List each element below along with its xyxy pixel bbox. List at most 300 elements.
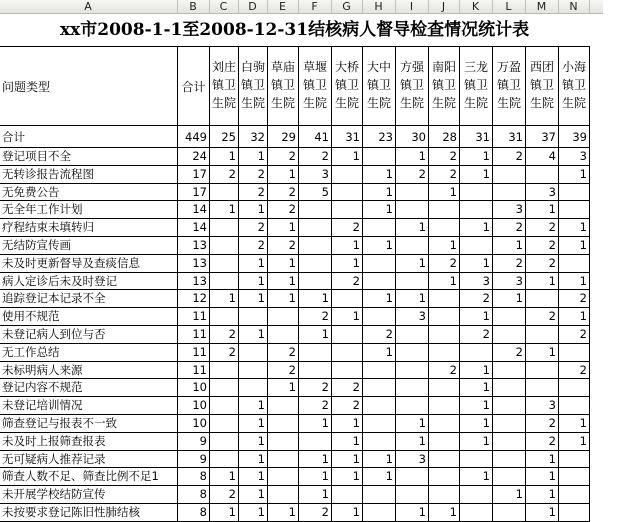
table-row-cell[interactable]: 1 [239,148,268,166]
total-row-cell[interactable]: 32 [239,126,268,148]
table-row-cell[interactable] [299,201,332,219]
table-row-cell[interactable]: 1 [239,486,268,504]
table-row-cell[interactable]: 1 [239,504,268,522]
table-row-cell[interactable]: 2 [526,237,559,255]
table-row-cell[interactable]: 1 [363,237,396,255]
table-row-cell[interactable] [429,201,460,219]
header-center-3[interactable]: 草庙镇卫生院 [268,46,299,126]
table-row-cell[interactable]: 2 [526,415,559,433]
table-row-cell[interactable]: 1 [299,451,332,469]
table-row-cell[interactable]: 1 [332,237,363,255]
table-row-cell[interactable]: 1 [363,166,396,184]
header-center-4[interactable]: 草堰镇卫生院 [299,46,332,126]
table-row-cell[interactable] [210,362,239,380]
table-row-total[interactable]: 9 [178,451,210,469]
table-row-cell[interactable] [268,451,299,469]
table-row-cell[interactable]: 1 [299,326,332,344]
table-row-cell[interactable] [363,433,396,451]
column-letter-k[interactable]: K [460,0,493,13]
table-row-cell[interactable] [210,184,239,202]
table-row-cell[interactable] [526,290,559,308]
column-letter-f[interactable]: F [299,0,332,13]
table-row-cell[interactable]: 2 [239,237,268,255]
table-row-cell[interactable]: 3 [493,273,526,291]
table-row-total[interactable]: 8 [178,504,210,522]
table-row-cell[interactable] [559,344,590,362]
table-row-cell[interactable]: 1 [559,273,590,291]
table-row-cell[interactable]: 1 [363,290,396,308]
table-row-cell[interactable] [526,326,559,344]
table-row-cell[interactable]: 1 [493,237,526,255]
table-row-cell[interactable] [429,486,460,504]
table-row-cell[interactable] [429,379,460,397]
table-row-cell[interactable] [299,219,332,237]
table-row-cell[interactable] [299,362,332,380]
table-row-cell[interactable]: 1 [210,201,239,219]
table-row-label[interactable]: 疗程结束未填转归 [0,219,178,237]
table-row-cell[interactable] [363,273,396,291]
table-row-cell[interactable]: 1 [239,415,268,433]
table-row-cell[interactable] [526,379,559,397]
table-row-label[interactable]: 无免费公告 [0,184,178,202]
table-row-cell[interactable]: 1 [396,504,429,522]
column-letter-i[interactable]: I [396,0,429,13]
table-row-total[interactable]: 13 [178,255,210,273]
table-row-cell[interactable]: 2 [559,326,590,344]
table-row-cell[interactable]: 1 [268,219,299,237]
column-letter-d[interactable]: D [239,0,268,13]
table-row-cell[interactable] [460,451,493,469]
table-row-cell[interactable]: 1 [363,201,396,219]
table-row-total[interactable]: 14 [178,219,210,237]
table-row-cell[interactable] [396,379,429,397]
table-row-total[interactable]: 9 [178,433,210,451]
table-row-cell[interactable]: 1 [460,219,493,237]
table-row-cell[interactable] [493,397,526,415]
table-row-cell[interactable]: 2 [299,308,332,326]
table-row-cell[interactable]: 1 [268,255,299,273]
table-row-cell[interactable] [493,166,526,184]
column-letter-j[interactable]: J [429,0,460,13]
table-row-cell[interactable] [299,255,332,273]
table-row-cell[interactable] [363,415,396,433]
column-letter-g[interactable]: G [332,0,363,13]
table-row-cell[interactable] [559,184,590,202]
table-row-cell[interactable] [493,415,526,433]
table-row-cell[interactable] [493,468,526,486]
column-letter-a[interactable]: A [0,0,178,13]
table-row-cell[interactable] [332,362,363,380]
table-row-cell[interactable]: 2 [429,166,460,184]
table-row-cell[interactable] [210,379,239,397]
table-row-cell[interactable]: 1 [210,468,239,486]
table-row-cell[interactable] [559,486,590,504]
table-row-cell[interactable]: 1 [460,468,493,486]
table-row-cell[interactable]: 2 [429,362,460,380]
table-row-cell[interactable]: 2 [268,362,299,380]
table-row-total[interactable]: 17 [178,184,210,202]
header-center-7[interactable]: 方强镇卫生院 [396,46,429,126]
table-row-cell[interactable]: 1 [429,273,460,291]
table-row-cell[interactable]: 1 [239,451,268,469]
table-row-cell[interactable]: 1 [332,433,363,451]
table-row-total[interactable]: 8 [178,468,210,486]
table-row-cell[interactable] [239,362,268,380]
table-row-cell[interactable] [210,308,239,326]
table-row-cell[interactable]: 2 [363,326,396,344]
table-row-label[interactable]: 筛查登记与报表不一致 [0,415,178,433]
table-row-cell[interactable] [332,344,363,362]
table-row-cell[interactable] [363,148,396,166]
table-row-cell[interactable]: 5 [299,184,332,202]
table-row-cell[interactable] [396,237,429,255]
total-row-cell[interactable]: 31 [332,126,363,148]
table-row-cell[interactable]: 1 [559,219,590,237]
table-row-cell[interactable]: 1 [396,290,429,308]
header-center-9[interactable]: 三龙镇卫生院 [460,46,493,126]
table-row-label[interactable]: 未登记病人到位与否 [0,326,178,344]
table-row-cell[interactable] [559,255,590,273]
table-row-cell[interactable]: 2 [268,237,299,255]
table-row-total[interactable]: 10 [178,415,210,433]
table-row-cell[interactable] [332,201,363,219]
table-row-cell[interactable] [332,184,363,202]
table-row-cell[interactable] [429,397,460,415]
total-row-cell[interactable]: 30 [396,126,429,148]
table-row-cell[interactable]: 1 [332,415,363,433]
table-row-cell[interactable]: 1 [299,415,332,433]
table-row-cell[interactable]: 1 [299,468,332,486]
table-row-cell[interactable] [268,433,299,451]
table-row-label[interactable]: 无结防宣传画 [0,237,178,255]
table-row-cell[interactable] [268,486,299,504]
table-row-cell[interactable] [460,504,493,522]
table-row-cell[interactable] [429,433,460,451]
table-row-cell[interactable]: 1 [526,344,559,362]
table-row-cell[interactable]: 3 [396,451,429,469]
table-row-cell[interactable]: 1 [460,362,493,380]
table-row-cell[interactable]: 1 [559,308,590,326]
table-row-cell[interactable] [363,308,396,326]
table-row-cell[interactable]: 2 [559,362,590,380]
header-center-6[interactable]: 大中镇卫生院 [363,46,396,126]
table-row-cell[interactable]: 4 [526,148,559,166]
table-row-cell[interactable] [429,308,460,326]
table-row-cell[interactable] [299,433,332,451]
table-row-cell[interactable] [332,326,363,344]
table-row-cell[interactable]: 1 [396,219,429,237]
header-center-11[interactable]: 西团镇卫生院 [526,46,559,126]
table-row-cell[interactable]: 1 [493,290,526,308]
table-row-cell[interactable] [363,362,396,380]
table-row-cell[interactable] [493,451,526,469]
table-row-cell[interactable] [396,362,429,380]
table-row-cell[interactable] [332,166,363,184]
table-row-cell[interactable] [559,451,590,469]
table-row-cell[interactable] [460,486,493,504]
table-row-cell[interactable] [363,255,396,273]
table-row-cell[interactable]: 1 [332,308,363,326]
table-row-cell[interactable]: 1 [239,290,268,308]
table-row-cell[interactable] [493,326,526,344]
table-row-cell[interactable] [239,344,268,362]
table-row-total[interactable]: 24 [178,148,210,166]
total-row-label[interactable]: 合计 [0,126,178,148]
table-row-label[interactable]: 无可疑病人推荐记录 [0,451,178,469]
table-row-cell[interactable]: 2 [332,273,363,291]
table-row-cell[interactable] [429,290,460,308]
table-row-cell[interactable]: 2 [460,326,493,344]
table-row-cell[interactable] [239,308,268,326]
table-row-cell[interactable]: 2 [526,308,559,326]
table-row-cell[interactable]: 1 [526,468,559,486]
table-row-cell[interactable] [429,219,460,237]
table-row-cell[interactable]: 1 [460,397,493,415]
table-row-cell[interactable]: 1 [559,415,590,433]
total-row-total[interactable]: 449 [178,126,210,148]
total-row-cell[interactable]: 25 [210,126,239,148]
table-row-cell[interactable]: 1 [332,148,363,166]
table-row-cell[interactable]: 2 [526,255,559,273]
table-row-cell[interactable]: 1 [268,166,299,184]
table-row-cell[interactable]: 1 [268,504,299,522]
table-row-total[interactable]: 12 [178,290,210,308]
table-row-cell[interactable] [396,326,429,344]
table-row-cell[interactable] [363,504,396,522]
table-row-cell[interactable] [210,255,239,273]
table-row-cell[interactable]: 1 [239,433,268,451]
table-row-cell[interactable] [493,433,526,451]
total-row-cell[interactable]: 31 [493,126,526,148]
table-row-cell[interactable]: 1 [460,379,493,397]
table-row-cell[interactable]: 1 [559,237,590,255]
table-row-cell[interactable]: 2 [332,379,363,397]
table-row-cell[interactable] [559,468,590,486]
table-row-cell[interactable]: 2 [299,504,332,522]
table-row-cell[interactable]: 1 [239,201,268,219]
column-letter-n[interactable]: N [559,0,590,13]
header-center-12[interactable]: 小海镇卫生院 [559,46,590,126]
table-row-cell[interactable]: 1 [363,468,396,486]
table-row-cell[interactable]: 1 [460,415,493,433]
table-row-cell[interactable]: 2 [429,148,460,166]
table-row-cell[interactable] [299,237,332,255]
table-row-cell[interactable]: 3 [396,308,429,326]
header-total[interactable]: 合计 [178,46,210,126]
table-row-cell[interactable]: 2 [299,148,332,166]
total-row-cell[interactable]: 39 [559,126,590,148]
column-letter-l[interactable]: L [493,0,526,13]
table-row-cell[interactable]: 2 [396,166,429,184]
column-letter-h[interactable]: H [363,0,396,13]
table-row-cell[interactable]: 2 [210,344,239,362]
table-row-cell[interactable] [210,397,239,415]
total-row-cell[interactable]: 31 [460,126,493,148]
table-row-total[interactable]: 8 [178,486,210,504]
table-row-cell[interactable]: 2 [268,184,299,202]
table-row-cell[interactable]: 1 [332,255,363,273]
table-row-label[interactable]: 登记内容不规范 [0,379,178,397]
total-row-cell[interactable]: 41 [299,126,332,148]
table-row-cell[interactable]: 1 [363,184,396,202]
table-row-cell[interactable] [363,219,396,237]
table-row-cell[interactable]: 1 [299,290,332,308]
table-row-cell[interactable] [268,397,299,415]
total-row-cell[interactable]: 23 [363,126,396,148]
table-row-cell[interactable] [429,344,460,362]
header-center-5[interactable]: 大桥镇卫生院 [332,46,363,126]
table-row-label[interactable]: 登记项目不全 [0,148,178,166]
table-row-cell[interactable]: 2 [493,219,526,237]
table-row-cell[interactable] [559,201,590,219]
table-row-cell[interactable]: 2 [268,201,299,219]
table-row-cell[interactable]: 1 [429,184,460,202]
table-row-cell[interactable] [396,468,429,486]
table-row-label[interactable]: 病人定诊后未及时登记 [0,273,178,291]
table-row-label[interactable]: 未登记培训情况 [0,397,178,415]
table-row-cell[interactable] [332,486,363,504]
table-row-total[interactable]: 10 [178,397,210,415]
table-row-cell[interactable]: 2 [239,219,268,237]
table-row-cell[interactable]: 2 [299,379,332,397]
table-row-cell[interactable]: 1 [526,486,559,504]
table-row-cell[interactable] [332,290,363,308]
table-row-total[interactable]: 13 [178,237,210,255]
header-problem-type[interactable]: 问题类型 [0,46,178,126]
header-center-2[interactable]: 白驹镇卫生院 [239,46,268,126]
table-row-cell[interactable] [268,326,299,344]
table-row-cell[interactable]: 2 [493,148,526,166]
table-row-label[interactable]: 未按要求登记陈旧性肺结核 [0,504,178,522]
table-row-cell[interactable]: 2 [526,433,559,451]
table-row-cell[interactable] [429,326,460,344]
table-row-cell[interactable]: 1 [239,397,268,415]
table-row-label[interactable]: 未开展学校结防宣传 [0,486,178,504]
table-row-cell[interactable]: 1 [299,486,332,504]
table-row-cell[interactable] [493,362,526,380]
total-row-cell[interactable]: 28 [429,126,460,148]
table-row-cell[interactable]: 2 [526,219,559,237]
table-row-cell[interactable]: 1 [559,433,590,451]
table-row-cell[interactable] [460,344,493,362]
table-row-cell[interactable]: 1 [559,166,590,184]
table-row-cell[interactable]: 1 [239,273,268,291]
table-row-cell[interactable] [429,415,460,433]
table-row-cell[interactable] [396,344,429,362]
table-row-cell[interactable] [493,504,526,522]
table-row-cell[interactable]: 1 [239,255,268,273]
table-row-cell[interactable]: 1 [268,273,299,291]
table-row-label[interactable]: 无全年工作计划 [0,201,178,219]
table-row-cell[interactable] [526,362,559,380]
table-row-label[interactable]: 追踪登记本记录不全 [0,290,178,308]
table-row-cell[interactable] [299,344,332,362]
table-row-cell[interactable]: 2 [429,255,460,273]
table-row-cell[interactable] [268,308,299,326]
header-center-10[interactable]: 万盈镇卫生院 [493,46,526,126]
table-row-cell[interactable] [268,415,299,433]
table-row-cell[interactable] [429,451,460,469]
table-row-label[interactable]: 未标明病人来源 [0,362,178,380]
table-row-cell[interactable] [363,486,396,504]
table-row-cell[interactable]: 1 [332,451,363,469]
table-row-cell[interactable]: 2 [493,255,526,273]
table-row-cell[interactable]: 2 [559,290,590,308]
table-row-cell[interactable]: 1 [332,504,363,522]
table-row-total[interactable]: 11 [178,362,210,380]
table-row-total[interactable]: 17 [178,166,210,184]
table-row-cell[interactable]: 1 [396,148,429,166]
table-row-total[interactable]: 11 [178,326,210,344]
table-row-cell[interactable]: 1 [526,273,559,291]
table-row-total[interactable]: 11 [178,308,210,326]
table-row-cell[interactable]: 1 [210,148,239,166]
table-row-cell[interactable] [460,237,493,255]
table-row-cell[interactable] [493,379,526,397]
table-row-cell[interactable]: 1 [268,290,299,308]
table-row-cell[interactable] [210,219,239,237]
table-row-cell[interactable]: 1 [460,433,493,451]
table-row-cell[interactable]: 1 [396,255,429,273]
table-row-total[interactable]: 13 [178,273,210,291]
table-row-cell[interactable] [559,379,590,397]
table-row-cell[interactable]: 2 [268,148,299,166]
column-letter-m[interactable]: M [526,0,559,13]
table-row-cell[interactable] [268,468,299,486]
table-row-cell[interactable]: 3 [493,201,526,219]
table-row-cell[interactable] [460,184,493,202]
table-row-cell[interactable]: 3 [460,273,493,291]
table-row-cell[interactable]: 1 [210,504,239,522]
table-row-cell[interactable]: 1 [268,379,299,397]
table-row-cell[interactable]: 1 [239,326,268,344]
table-row-cell[interactable] [210,273,239,291]
table-row-cell[interactable]: 2 [210,486,239,504]
column-letter-c[interactable]: C [210,0,239,13]
header-center-1[interactable]: 刘庄镇卫生院 [210,46,239,126]
table-row-label[interactable]: 使用不规范 [0,308,178,326]
table-row-label[interactable]: 无转诊报告流程图 [0,166,178,184]
table-row-cell[interactable]: 1 [363,344,396,362]
table-row-cell[interactable] [396,273,429,291]
table-row-cell[interactable]: 2 [268,344,299,362]
table-row-cell[interactable]: 3 [526,397,559,415]
table-row-label[interactable]: 未及时更新督导及查痰信息 [0,255,178,273]
table-row-cell[interactable]: 1 [460,148,493,166]
table-row-cell[interactable]: 2 [299,397,332,415]
table-row-cell[interactable]: 1 [429,237,460,255]
table-row-cell[interactable]: 2 [332,219,363,237]
table-row-cell[interactable] [210,433,239,451]
table-row-label[interactable]: 筛查人数不足、筛查比例不足1 [0,468,178,486]
table-row-cell[interactable] [239,379,268,397]
table-row-cell[interactable] [210,415,239,433]
table-row-cell[interactable] [210,237,239,255]
table-row-cell[interactable]: 2 [332,397,363,415]
header-center-8[interactable]: 南阳镇卫生院 [429,46,460,126]
total-row-cell[interactable]: 37 [526,126,559,148]
table-row-cell[interactable] [559,397,590,415]
table-row-cell[interactable] [396,184,429,202]
table-row-cell[interactable]: 2 [239,166,268,184]
table-row-cell[interactable] [396,397,429,415]
table-row-cell[interactable] [559,504,590,522]
table-row-cell[interactable]: 1 [526,201,559,219]
table-row-cell[interactable] [396,201,429,219]
table-row-cell[interactable] [363,379,396,397]
table-row-cell[interactable] [493,184,526,202]
total-row-cell[interactable]: 29 [268,126,299,148]
